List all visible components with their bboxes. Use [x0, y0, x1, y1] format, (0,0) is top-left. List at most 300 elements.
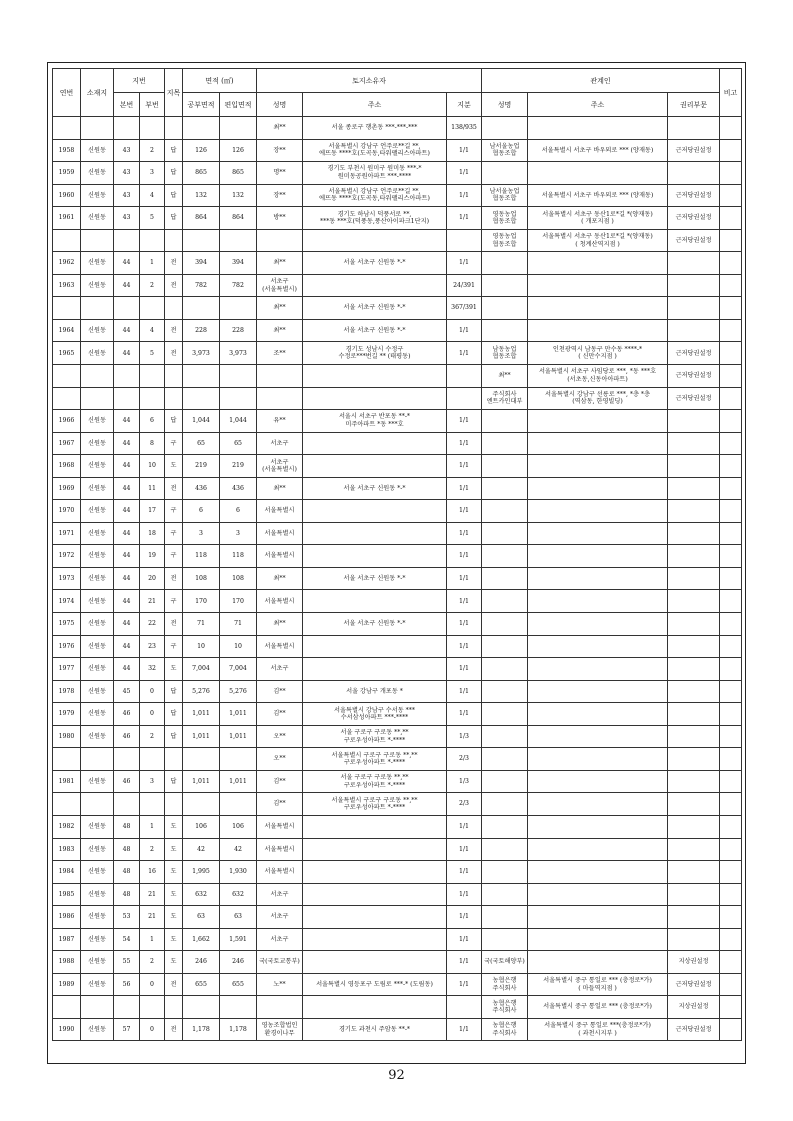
- cell-related-right: [668, 252, 720, 275]
- land-compensation-table: [52, 68, 742, 1041]
- cell-serial-no: 1985: [53, 883, 81, 906]
- cell-serial-no: 1971: [53, 522, 81, 545]
- cell-note: [720, 455, 742, 478]
- cell-area-included: [220, 793, 257, 816]
- cell-related-name: [482, 162, 528, 185]
- cell-location: 신원동: [81, 928, 114, 951]
- cell-owner-name: 서초구: [257, 928, 303, 951]
- cell-related-address: [528, 410, 668, 433]
- cell-owner-name: [257, 365, 303, 388]
- cell-lot-sub: 18: [140, 522, 165, 545]
- cell-location: 신원동: [81, 410, 114, 433]
- cell-lot-main: 44: [114, 274, 140, 297]
- cell-land-category: 도: [165, 658, 183, 681]
- cell-serial-no: 1976: [53, 635, 81, 658]
- cell-lot-sub: 23: [140, 635, 165, 658]
- header-note: 비고: [720, 69, 742, 117]
- cell-note: [720, 342, 742, 365]
- cell-related-address: [528, 883, 668, 906]
- cell-serial-no: 1986: [53, 906, 81, 929]
- cell-area-included: 10: [220, 635, 257, 658]
- cell-location: 신원동: [81, 703, 114, 726]
- cell-owner-share: [447, 996, 482, 1019]
- cell-serial-no: 1964: [53, 319, 81, 342]
- table-row: [53, 567, 742, 590]
- cell-land-category: 답: [165, 184, 183, 207]
- cell-lot-sub: 20: [140, 567, 165, 590]
- cell-owner-share: 1/1: [447, 545, 482, 568]
- header-owner-address: 주소: [303, 93, 447, 117]
- cell-lot-main: 44: [114, 477, 140, 500]
- cell-lot-main: 44: [114, 545, 140, 568]
- cell-owner-address: 서울특별시 구로구 구로동 **,** 구로우성아파트 *-****: [303, 793, 447, 816]
- cell-lot-main: 43: [114, 162, 140, 185]
- cell-related-right: [668, 793, 720, 816]
- cell-lot-main: 44: [114, 319, 140, 342]
- table-row: [53, 184, 742, 207]
- cell-owner-share: 1/1: [447, 613, 482, 636]
- cell-lot-sub: 1: [140, 815, 165, 838]
- cell-related-right: [668, 297, 720, 320]
- cell-related-right: 근저당권설정: [668, 387, 720, 410]
- cell-lot-sub: 2: [140, 139, 165, 162]
- cell-lot-sub: 2: [140, 274, 165, 297]
- cell-owner-address: [303, 861, 447, 884]
- cell-note: [720, 567, 742, 590]
- cell-owner-share: 1/1: [447, 500, 482, 523]
- cell-owner-name: 서초구: [257, 658, 303, 681]
- cell-owner-address: [303, 951, 447, 974]
- cell-area-registered: 7,004: [183, 658, 220, 681]
- cell-related-name: [482, 906, 528, 929]
- cell-note: [720, 770, 742, 793]
- cell-lot-main: 44: [114, 342, 140, 365]
- cell-location: 신원동: [81, 973, 114, 996]
- table-row: [53, 680, 742, 703]
- table-row: [53, 252, 742, 275]
- cell-lot-main: 46: [114, 703, 140, 726]
- cell-related-address: 서울특별시 중구 통일로 *** (충정로*가) ( 마들역지점 ): [528, 973, 668, 996]
- cell-area-registered: 126: [183, 139, 220, 162]
- cell-land-category: 도: [165, 928, 183, 951]
- cell-related-address: [528, 252, 668, 275]
- cell-related-right: [668, 522, 720, 545]
- cell-owner-share: 1/1: [447, 477, 482, 500]
- cell-land-category: 답: [165, 770, 183, 793]
- cell-serial-no: [53, 996, 81, 1019]
- cell-related-name: [482, 590, 528, 613]
- cell-related-right: [668, 613, 720, 636]
- cell-area-registered: 1,011: [183, 770, 220, 793]
- cell-owner-share: 1/1: [447, 410, 482, 433]
- cell-location: [81, 793, 114, 816]
- cell-owner-share: [447, 387, 482, 410]
- cell-related-address: [528, 545, 668, 568]
- table-row: [53, 139, 742, 162]
- cell-related-name: [482, 297, 528, 320]
- cell-lot-main: 57: [114, 1018, 140, 1041]
- cell-owner-name: 장**: [257, 139, 303, 162]
- cell-owner-name: 오**: [257, 748, 303, 771]
- cell-note: [720, 906, 742, 929]
- cell-related-name: [482, 725, 528, 748]
- cell-location: 신원동: [81, 477, 114, 500]
- cell-owner-address: [303, 229, 447, 252]
- cell-serial-no: 1979: [53, 703, 81, 726]
- table-row: [53, 996, 742, 1019]
- cell-lot-main: 44: [114, 455, 140, 478]
- cell-land-category: 답: [165, 725, 183, 748]
- cell-land-category: 답: [165, 139, 183, 162]
- cell-related-name: [482, 477, 528, 500]
- cell-area-registered: 3,973: [183, 342, 220, 365]
- cell-area-registered: [183, 748, 220, 771]
- cell-related-right: [668, 928, 720, 951]
- cell-area-included: 1,011: [220, 770, 257, 793]
- cell-serial-no: 1978: [53, 680, 81, 703]
- cell-lot-main: 44: [114, 590, 140, 613]
- cell-related-right: [668, 861, 720, 884]
- cell-area-registered: 71: [183, 613, 220, 636]
- cell-related-right: [668, 635, 720, 658]
- cell-owner-address: 서울특별시 강남구 언주로**길 **, 에뜨동 ****호(도곡동,타워팰리스아파트): [303, 184, 447, 207]
- cell-related-address: 서울특별시 강남구 선릉로 ***, *층 *층 (역삼동, 한영빌딩): [528, 387, 668, 410]
- cell-lot-sub: 22: [140, 613, 165, 636]
- cell-owner-share: 1/1: [447, 861, 482, 884]
- cell-area-included: 1,044: [220, 410, 257, 433]
- cell-land-category: 전: [165, 319, 183, 342]
- cell-owner-address: 서울특별시 영등포구 도림로 ***-* (도림동): [303, 973, 447, 996]
- cell-related-name: 주식회사 엔트카인대부: [482, 387, 528, 410]
- table-row: [53, 703, 742, 726]
- cell-lot-main: [114, 996, 140, 1019]
- cell-related-right: [668, 545, 720, 568]
- cell-note: [720, 1018, 742, 1041]
- cell-related-right: [668, 319, 720, 342]
- cell-lot-sub: 2: [140, 951, 165, 974]
- cell-note: [720, 838, 742, 861]
- cell-area-included: 782: [220, 274, 257, 297]
- cell-lot-main: [114, 793, 140, 816]
- cell-land-category: 구: [165, 522, 183, 545]
- table-row: [53, 973, 742, 996]
- cell-location: 신원동: [81, 613, 114, 636]
- cell-area-included: 864: [220, 207, 257, 230]
- cell-related-name: 남동농업 협동조합: [482, 342, 528, 365]
- cell-land-category: [165, 996, 183, 1019]
- cell-area-registered: 1,011: [183, 725, 220, 748]
- cell-lot-sub: 1: [140, 252, 165, 275]
- cell-owner-share: 1/1: [447, 590, 482, 613]
- cell-related-name: [482, 703, 528, 726]
- cell-note: [720, 387, 742, 410]
- cell-area-registered: [183, 387, 220, 410]
- cell-location: [81, 748, 114, 771]
- cell-area-included: 1,930: [220, 861, 257, 884]
- cell-note: [720, 748, 742, 771]
- cell-lot-sub: 0: [140, 680, 165, 703]
- cell-area-included: 6: [220, 500, 257, 523]
- cell-owner-address: [303, 432, 447, 455]
- cell-related-name: [482, 432, 528, 455]
- header-serial-no: 연번: [53, 69, 81, 117]
- cell-area-included: 1,178: [220, 1018, 257, 1041]
- cell-lot-main: 48: [114, 883, 140, 906]
- table-row: [53, 297, 742, 320]
- cell-location: 신원동: [81, 861, 114, 884]
- cell-owner-name: 최**: [257, 252, 303, 275]
- cell-related-name: 남서울농업 협동조합: [482, 184, 528, 207]
- table-row: [53, 455, 742, 478]
- table-row: [53, 500, 742, 523]
- cell-note: [720, 207, 742, 230]
- cell-area-included: 1,591: [220, 928, 257, 951]
- cell-lot-main: 44: [114, 522, 140, 545]
- cell-related-name: [482, 545, 528, 568]
- cell-location: 신원동: [81, 635, 114, 658]
- cell-location: 신원동: [81, 274, 114, 297]
- table-row: [53, 117, 742, 140]
- table-row: [53, 748, 742, 771]
- table-row: [53, 635, 742, 658]
- cell-lot-sub: 5: [140, 342, 165, 365]
- cell-owner-share: 138/935: [447, 117, 482, 140]
- header-owner-name: 성명: [257, 93, 303, 117]
- cell-owner-address: 서울 서초구 신원동 *-*: [303, 613, 447, 636]
- cell-owner-address: 서울 서초구 신원동 *-*: [303, 252, 447, 275]
- cell-area-registered: 782: [183, 274, 220, 297]
- cell-owner-share: 24/391: [447, 274, 482, 297]
- cell-land-category: 답: [165, 410, 183, 433]
- cell-related-right: 근저당권설정: [668, 365, 720, 388]
- cell-owner-name: 장**: [257, 184, 303, 207]
- cell-location: 신원동: [81, 522, 114, 545]
- table-row: [53, 770, 742, 793]
- cell-owner-name: 서울특별시: [257, 590, 303, 613]
- cell-serial-no: [53, 297, 81, 320]
- header-related-name: 성명: [482, 93, 528, 117]
- cell-related-right: [668, 274, 720, 297]
- header-lot-main: 본번: [114, 93, 140, 117]
- cell-owner-address: 서울시 서초구 반포동 **-* 미주아파트 *동 ***호: [303, 410, 447, 433]
- cell-land-category: [165, 365, 183, 388]
- cell-related-right: [668, 117, 720, 140]
- cell-related-right: [668, 455, 720, 478]
- cell-land-category: 구: [165, 545, 183, 568]
- cell-owner-name: 영농조합법인 환경이나무: [257, 1018, 303, 1041]
- cell-owner-address: 서울 구로구 구로동 **,** 구로우성아파트 *-****: [303, 725, 447, 748]
- cell-location: 신원동: [81, 184, 114, 207]
- cell-note: [720, 590, 742, 613]
- cell-related-address: [528, 613, 668, 636]
- cell-related-name: [482, 748, 528, 771]
- table-row: [53, 861, 742, 884]
- cell-related-name: 농협은행 주식회사: [482, 973, 528, 996]
- cell-note: [720, 658, 742, 681]
- cell-owner-name: [257, 387, 303, 410]
- cell-related-name: [482, 252, 528, 275]
- cell-related-right: [668, 770, 720, 793]
- cell-owner-share: 1/1: [447, 703, 482, 726]
- cell-serial-no: 1972: [53, 545, 81, 568]
- header-lot: 지번: [114, 69, 165, 93]
- cell-location: 신원동: [81, 770, 114, 793]
- cell-area-included: 63: [220, 906, 257, 929]
- cell-owner-share: 1/1: [447, 951, 482, 974]
- cell-serial-no: 1959: [53, 162, 81, 185]
- cell-lot-main: [114, 297, 140, 320]
- cell-note: [720, 477, 742, 500]
- cell-owner-share: 1/1: [447, 162, 482, 185]
- cell-area-included: 118: [220, 545, 257, 568]
- cell-location: 신원동: [81, 319, 114, 342]
- cell-location: 신원동: [81, 207, 114, 230]
- cell-owner-name: 서초구: [257, 906, 303, 929]
- cell-land-category: 도: [165, 815, 183, 838]
- cell-note: [720, 815, 742, 838]
- cell-area-included: 219: [220, 455, 257, 478]
- cell-related-name: [482, 613, 528, 636]
- cell-related-address: [528, 703, 668, 726]
- cell-note: [720, 162, 742, 185]
- cell-owner-name: 조**: [257, 342, 303, 365]
- cell-related-name: [482, 838, 528, 861]
- cell-serial-no: [53, 117, 81, 140]
- cell-serial-no: 1987: [53, 928, 81, 951]
- table-row: [53, 545, 742, 568]
- cell-lot-main: 43: [114, 184, 140, 207]
- cell-related-name: [482, 635, 528, 658]
- cell-land-category: [165, 748, 183, 771]
- cell-owner-address: 서울 서초구 신원동 *-*: [303, 567, 447, 590]
- cell-location: 신원동: [81, 590, 114, 613]
- cell-land-category: 전: [165, 274, 183, 297]
- cell-lot-sub: [140, 297, 165, 320]
- cell-related-right: [668, 838, 720, 861]
- cell-owner-address: 서울 종로구 행촌동 ***-***-***: [303, 117, 447, 140]
- cell-location: [81, 297, 114, 320]
- cell-related-name: 농협은행 주식회사: [482, 1018, 528, 1041]
- cell-land-category: 답: [165, 680, 183, 703]
- cell-related-right: 근저당권설정: [668, 342, 720, 365]
- cell-note: [720, 545, 742, 568]
- cell-related-address: [528, 297, 668, 320]
- cell-owner-name: 최**: [257, 117, 303, 140]
- cell-owner-name: 유**: [257, 410, 303, 433]
- cell-lot-main: [114, 748, 140, 771]
- cell-serial-no: 1969: [53, 477, 81, 500]
- cell-related-name: [482, 117, 528, 140]
- cell-related-address: [528, 274, 668, 297]
- cell-serial-no: 1963: [53, 274, 81, 297]
- cell-location: 신원동: [81, 906, 114, 929]
- cell-owner-name: 서울특별시: [257, 861, 303, 884]
- cell-owner-share: [447, 365, 482, 388]
- cell-lot-main: 44: [114, 658, 140, 681]
- cell-area-registered: [183, 793, 220, 816]
- cell-lot-main: [114, 229, 140, 252]
- cell-owner-name: 최**: [257, 319, 303, 342]
- cell-related-right: [668, 590, 720, 613]
- cell-lot-sub: 11: [140, 477, 165, 500]
- table-row: [53, 365, 742, 388]
- cell-lot-main: 43: [114, 139, 140, 162]
- cell-land-category: [165, 117, 183, 140]
- cell-related-address: [528, 861, 668, 884]
- cell-land-category: 구: [165, 432, 183, 455]
- cell-lot-main: 44: [114, 500, 140, 523]
- cell-lot-main: 44: [114, 613, 140, 636]
- header-owner-share: 지분: [447, 93, 482, 117]
- cell-owner-name: [257, 229, 303, 252]
- cell-serial-no: 1973: [53, 567, 81, 590]
- header-lot-sub: 부번: [140, 93, 165, 117]
- cell-lot-main: 54: [114, 928, 140, 951]
- cell-location: [81, 387, 114, 410]
- table-row: [53, 319, 742, 342]
- cell-owner-name: 서초구 (서울특별시): [257, 274, 303, 297]
- cell-related-name: [482, 658, 528, 681]
- cell-note: [720, 861, 742, 884]
- cell-related-address: [528, 477, 668, 500]
- cell-location: [81, 996, 114, 1019]
- table-row: [53, 477, 742, 500]
- cell-lot-main: 45: [114, 680, 140, 703]
- cell-related-right: [668, 748, 720, 771]
- cell-serial-no: 1961: [53, 207, 81, 230]
- cell-related-right: [668, 703, 720, 726]
- cell-area-registered: 1,178: [183, 1018, 220, 1041]
- cell-related-right: [668, 680, 720, 703]
- cell-note: [720, 117, 742, 140]
- cell-area-included: 7,004: [220, 658, 257, 681]
- cell-related-name: [482, 410, 528, 433]
- cell-related-address: [528, 815, 668, 838]
- cell-related-name: [482, 883, 528, 906]
- cell-related-address: 서울특별시 서초구 동산1로*길 *(양재동) ( 청계산역지점 ): [528, 229, 668, 252]
- cell-related-name: [482, 567, 528, 590]
- cell-area-registered: 108: [183, 567, 220, 590]
- table-row: [53, 725, 742, 748]
- cell-related-address: [528, 432, 668, 455]
- cell-location: 신원동: [81, 342, 114, 365]
- cell-related-address: [528, 455, 668, 478]
- cell-lot-main: 44: [114, 635, 140, 658]
- cell-serial-no: [53, 387, 81, 410]
- cell-related-address: 서울특별시 중구 통일로 *** (충정로*가): [528, 996, 668, 1019]
- cell-serial-no: [53, 793, 81, 816]
- table-row: [53, 410, 742, 433]
- cell-note: [720, 184, 742, 207]
- cell-owner-share: 1/1: [447, 973, 482, 996]
- cell-note: [720, 703, 742, 726]
- cell-related-address: [528, 928, 668, 951]
- cell-related-address: [528, 838, 668, 861]
- cell-owner-address: 서울 서초구 신원동 *-*: [303, 297, 447, 320]
- cell-area-registered: 42: [183, 838, 220, 861]
- cell-location: 신원동: [81, 567, 114, 590]
- cell-area-registered: 864: [183, 207, 220, 230]
- cell-note: [720, 928, 742, 951]
- cell-location: 신원동: [81, 725, 114, 748]
- cell-owner-share: 1/1: [447, 815, 482, 838]
- cell-lot-sub: 0: [140, 703, 165, 726]
- cell-owner-address: [303, 274, 447, 297]
- cell-lot-sub: 3: [140, 770, 165, 793]
- cell-owner-name: 명**: [257, 162, 303, 185]
- cell-area-included: 132: [220, 184, 257, 207]
- cell-note: [720, 274, 742, 297]
